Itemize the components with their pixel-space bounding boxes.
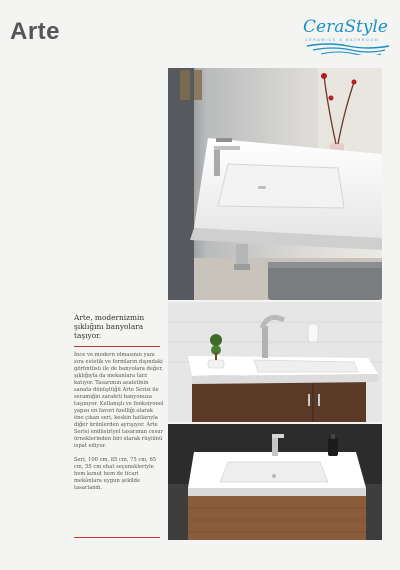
- logo-wordmark: CeraStyle: [303, 17, 388, 37]
- paragraph-sizes: Seri, 100 cm, 85 cm, 75 cm, 65 cm, 55 cm ebat seçenekleriyle hem konut hem de ticari mekânlara uygun şekilde tasarlandı.: [74, 457, 157, 491]
- logo-tagline: CERAMICS & BATHROOM: [305, 38, 380, 42]
- heading-divider: [74, 346, 160, 347]
- section-heading: Arte, modernizmin şıklığını banyolara taşıyor.: [74, 313, 145, 340]
- description-text: [74, 352, 164, 492]
- page-title: Arte: [10, 18, 61, 45]
- vanity-basin-photo: [168, 302, 382, 422]
- footer-divider: [74, 537, 160, 538]
- wall-hung-basin-photo: [168, 68, 382, 300]
- wave-icon: [303, 43, 393, 55]
- cerastyle-logo: [303, 17, 393, 57]
- basin-on-cabinet-photo: [168, 424, 382, 540]
- paragraph-description: İnce ve modern olmasının yanı sıra estetik ve formların dışındaki görüntüsü ile de banyolara değer, şıklığıyla da mekanlara tarz katıyor. Tasarımın asaletinin sanata dönüştüğü Arte Serisi ile seramiğin zarafeti banyonuza taşınıyor. Kullanışlı ve fonksiyonel yapısı en favori özelliği olarak öne çıkan seri, keskin hatlarıyla diğer ürünlerden ayrışıyor. Arte Serisi endüstriyel tasarımın cesur örneklerinden biri olarak rüştünü ispat ediyor.: [74, 352, 164, 449]
